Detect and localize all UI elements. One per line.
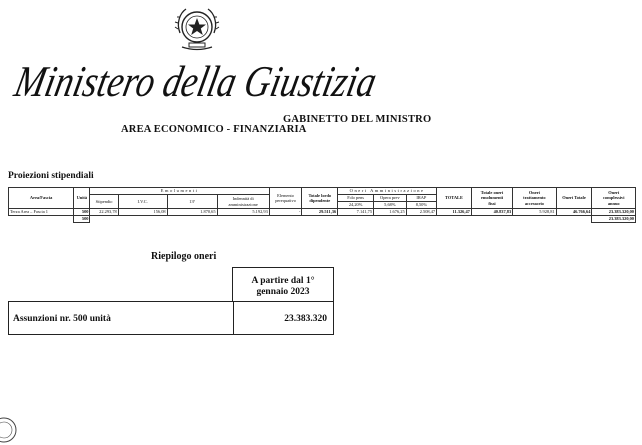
col-oneri-totale: Oneri Totale <box>556 188 592 209</box>
rate-fdipens: 24,20% <box>338 202 374 209</box>
ministry-name: Ministero della Giustizia <box>10 56 460 106</box>
total-oneri-complessivi: 23.383.320,00 <box>592 216 636 223</box>
group-emolumenti: Emolumenti <box>90 188 269 195</box>
col-elemento: Elemento perequativo <box>269 188 302 209</box>
cell-irap: 2.508,47 <box>406 209 436 216</box>
cell-opera: 1.676,25 <box>374 209 407 216</box>
cell-area: Terza Area – Fascia 1 <box>9 209 74 216</box>
cell-totale-lordo: 29.511,36 <box>302 209 338 216</box>
summary-row-label: Assunzioni nr. 500 unità <box>13 314 111 324</box>
cell-unita: 500 <box>74 209 90 216</box>
col-oneri-trattamento: Oneri trattamento accessorio <box>513 188 556 209</box>
totals-row <box>9 216 636 223</box>
col-totale-oneri: Totale oneri emolumenti fissi <box>471 188 512 209</box>
cell-indennita: 5.192,93 <box>217 209 269 216</box>
stamp-mark <box>0 410 24 440</box>
total-unita: 500 <box>74 216 90 223</box>
col-oneri-complessivi: Oneri complessivi annuo <box>592 188 636 209</box>
office-name: GABINETTO DEL MINISTRO <box>283 114 432 125</box>
col-fdipens: F.do pens <box>338 195 374 202</box>
summary-row-value: 23.383.320 <box>284 314 327 324</box>
cell-elemento: - <box>269 209 302 216</box>
ministry-wordmark <box>10 52 460 110</box>
col-totale: TOTALE <box>437 188 472 209</box>
col-unita: Unità <box>74 188 90 209</box>
col-opera: Opera prev <box>374 195 407 202</box>
summary-row <box>8 301 334 335</box>
table-row <box>9 209 636 216</box>
col-ivc: I.V.C. <box>118 195 167 209</box>
italian-republic-emblem <box>172 3 222 53</box>
summary-title: Riepilogo oneri <box>151 251 217 262</box>
group-oneri: Oneri Amministrazione <box>338 188 437 195</box>
cell-oneri-complessivi: 23.383.320,00 <box>592 209 636 216</box>
projection-title: Proiezioni stipendiali <box>8 171 94 181</box>
rate-irap: 8,50% <box>406 202 436 209</box>
cell-stipendio: 22.293,78 <box>90 209 118 216</box>
col-area: Area/Fascia <box>9 188 74 209</box>
area-name: AREA ECONOMICO - FINANZIARIA <box>121 124 307 135</box>
summary-column-header: A partire dal 1° gennaio 2023 <box>232 267 334 301</box>
col-irap: IRAP <box>406 195 436 202</box>
summary-table <box>8 267 335 337</box>
cell-tredicesima: 1.870,65 <box>167 209 217 216</box>
salary-projection-table <box>8 187 636 223</box>
cell-totale: 11.326,47 <box>437 209 472 216</box>
cell-ivc: 156,08 <box>118 209 167 216</box>
cell-totale-oneri: 40.837,83 <box>471 209 512 216</box>
col-stipendio: Stipendio <box>90 195 118 209</box>
cell-fdipens: 7.141,75 <box>338 209 374 216</box>
col-totale-lordo: Totale lordo dipendente <box>302 188 338 209</box>
cell-oneri-trattamento: 5.928,81 <box>513 209 556 216</box>
col-indennita: Indennità di amministrazione <box>217 195 269 209</box>
col-tredicesima: 13ª <box>167 195 217 209</box>
rate-opera: 5,68% <box>374 202 407 209</box>
cell-oneri-totale: 46.766,64 <box>556 209 592 216</box>
